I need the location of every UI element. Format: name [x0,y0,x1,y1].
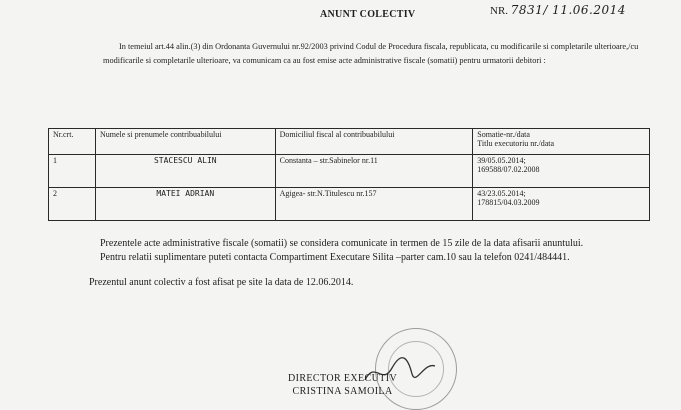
cell-address: Agigea- str.N.Titulescu nr.157 [275,188,473,221]
header-name: Numele si prenumele contribuabilului [95,129,275,155]
table-row [49,188,650,221]
header-nr: Nr.crt. [49,129,96,155]
cell-doc-line1: 43/23.05.2014; [477,189,526,198]
header-documents [473,129,650,155]
signature-block [288,372,397,398]
cell-documents [473,188,650,221]
header-doc-line1: Somatie-nr./data [477,130,530,139]
signer-name: CRISTINA SAMOILA [292,386,393,397]
debtors-table [48,128,650,221]
paragraph-posted-date: Prezentul anunt colectiv a fost afisat pe site la data de 12.06.2014. [89,277,354,288]
cell-nr: 1 [49,155,96,188]
intro-text: In temeiul art.44 alin.(3) din Ordonanta Guvernului nr.92/2003 privind Codul de Procedura fiscala, republicata, cu modificarile si completarile ulterioare,/cu modificarile si completarile ulterioare, va comunicam ca au fost emise acte administrative fiscale (somatii) pentru urmatorii debitori : [103,42,639,65]
header-doc-line2: Titlu executoriu nr./data [477,139,555,148]
cell-name: MATEI ADRIAN [95,188,275,221]
header-address: Domiciliul fiscal al contribuabilului [275,129,473,155]
body-text [89,237,664,290]
cell-name: STACESCU ALIN [95,155,275,188]
registration-number [490,3,626,17]
document-title: ANUNT COLECTIV [320,9,416,20]
cell-address: Constanta – str.Sabinelor nr.11 [275,155,473,188]
cell-doc-line2: 178815/04.03.2009 [477,198,540,207]
paragraph-contact: Pentru relatii suplimentare puteti contacta Compartiment Executare Silita –parter cam.10 sau la telefon 0241/484441. [100,251,570,263]
registration-value: 7831/ 11.06.2014 [510,3,626,17]
cell-doc-line1: 39/05.05.2014; [477,156,526,165]
cell-documents [473,155,650,188]
signer-role: DIRECTOR EXECUTIV [288,373,398,384]
paragraph-communication: Prezentele acte administrative fiscale (somatii) se considera comunicate in termen de 15 zile de la data afisarii anuntului. [100,238,584,249]
table-header-row [49,129,650,155]
cell-doc-line2: 169588/07.02.2008 [477,165,540,174]
paragraph-spacer [89,264,664,276]
table-row [49,155,650,188]
cell-nr: 2 [49,188,96,221]
intro-paragraph [103,40,651,68]
registration-prefix: NR. [490,5,509,17]
